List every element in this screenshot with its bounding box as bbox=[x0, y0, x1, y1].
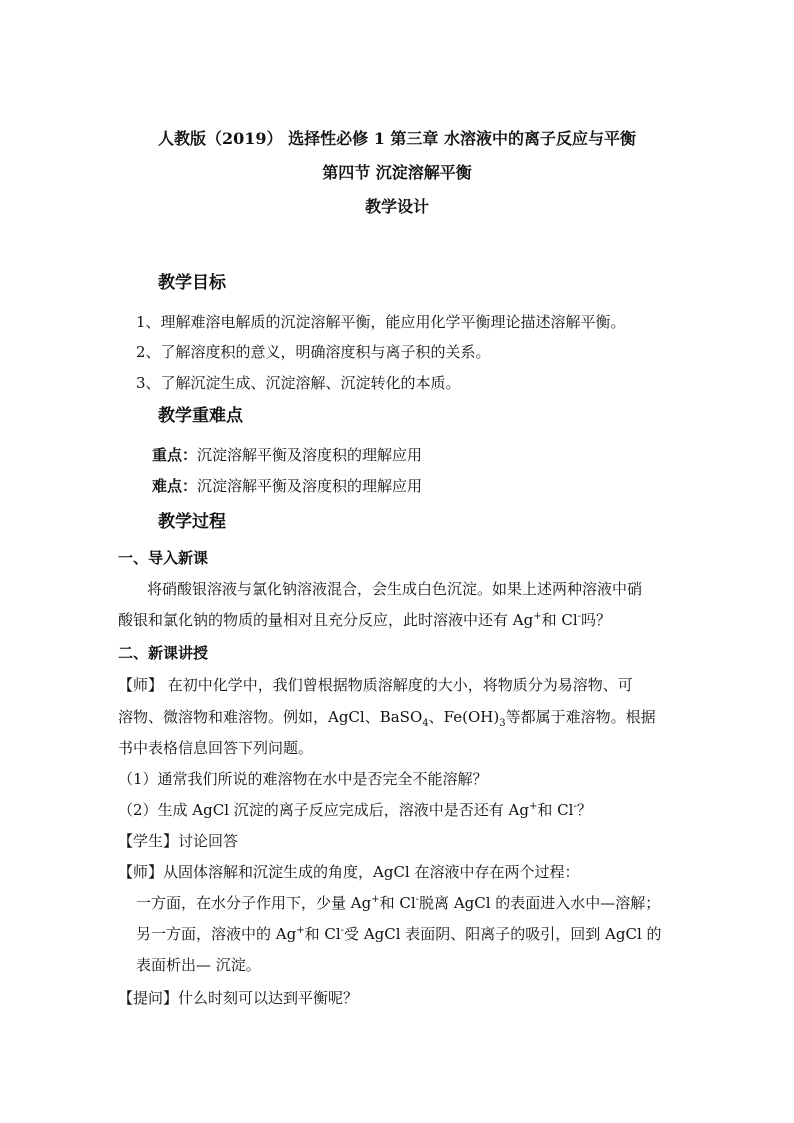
question-line bbox=[118, 991, 358, 1006]
intro-line-2-text-b: 和 Cl bbox=[541, 611, 578, 629]
objective-item-3: 3、了解沉淀生成、沉淀溶解、沉淀转化的本质。 bbox=[136, 374, 461, 392]
teacher-line-1 bbox=[118, 678, 633, 693]
teacher-line-2-text-b: 、Fe(OH) bbox=[428, 708, 500, 726]
part2-title: 二、新课讲授 bbox=[118, 644, 209, 662]
process-heading: 教学过程 bbox=[158, 512, 226, 532]
question-2-text-c: ？ bbox=[576, 801, 592, 819]
speaker-tag: 【学生】 bbox=[118, 832, 179, 850]
superscript: - bbox=[415, 894, 420, 905]
process-line-3: 表面析出— 沉淀。 bbox=[136, 956, 261, 974]
superscript: + bbox=[529, 801, 538, 812]
teacher-line-2-text-a: 溶物、微溶物和难溶物。例如，AgCl、BaSO bbox=[118, 708, 423, 726]
superscript: + bbox=[533, 611, 542, 622]
subscript: 4 bbox=[422, 718, 429, 729]
intro-line-2-text-a: 酸银和氯化钠的物质的量相对且充分反应，此时溶液中还有 Ag bbox=[118, 611, 534, 629]
superscript: + bbox=[371, 894, 380, 905]
question-2-text-b: 和 Cl bbox=[537, 801, 574, 819]
objective-item-1: 1、理解难溶电解质的沉淀溶解平衡，能应用化学平衡理论描述溶解平衡。 bbox=[136, 313, 626, 331]
difficult-point-label: 难点： bbox=[152, 477, 198, 495]
intro-line-1: 将硝酸银溶液与氯化钠溶液混合，会生成白色沉淀。如果上述两种溶液中硝 bbox=[147, 580, 643, 598]
speaker-tag: 【师】 bbox=[118, 676, 164, 694]
process-line-2-text-c: 受 AgCl 表面阴、阳离子的吸引，回到 AgCl 的 bbox=[344, 925, 662, 943]
process-line-1 bbox=[136, 896, 660, 911]
doc-title-line3: 教学设计 bbox=[364, 197, 429, 216]
key-point-text: 沉淀溶解平衡及溶度积的理解应用 bbox=[197, 446, 423, 464]
teacher-line-4-text: 从固体溶解和沉淀生成的角度，AgCl 在溶液中存在两个过程： bbox=[163, 863, 580, 881]
process-line-1-text-b: 和 Cl bbox=[379, 894, 416, 912]
keypoints-heading: 教学重难点 bbox=[158, 406, 243, 426]
teacher-line-1-text: 在初中化学中，我们曾根据物质溶解度的大小，将物质分为易溶物、可 bbox=[163, 676, 633, 694]
objective-item-2: 2、了解溶度积的意义，明确溶度积与离子积的关系。 bbox=[136, 343, 491, 361]
superscript: + bbox=[296, 925, 305, 936]
speaker-tag: 【师】 bbox=[118, 863, 164, 881]
question-1: （1）通常我们所说的难溶物在水中是否完全不能溶解？ bbox=[118, 770, 488, 788]
process-line-1-text-c: 脱离 AgCl 的表面进入水中—溶解； bbox=[419, 894, 661, 912]
doc-title-line2: 第四节 沉淀溶解平衡 bbox=[322, 163, 472, 182]
teacher-line-2-text-c: 等都属于难溶物。根据 bbox=[505, 708, 656, 726]
student-line-text: 讨论回答 bbox=[178, 832, 239, 850]
process-line-2-text-a: 另一方面，溶液中的 Ag bbox=[136, 925, 297, 943]
superscript: - bbox=[577, 611, 582, 622]
intro-line-2-text-c: 吗？ bbox=[581, 611, 612, 629]
intro-line-2 bbox=[118, 613, 611, 628]
speaker-tag: 【提问】 bbox=[118, 989, 179, 1007]
subscript: 3 bbox=[499, 718, 506, 729]
doc-title-line1: 人教版（2019） 选择性必修 1 第三章 水溶液中的离子反应与平衡 bbox=[158, 129, 636, 148]
objectives-heading: 教学目标 bbox=[158, 273, 226, 293]
student-line bbox=[118, 834, 238, 849]
difficult-point bbox=[152, 479, 422, 494]
part1-title: 一、导入新课 bbox=[118, 549, 209, 567]
superscript: - bbox=[340, 925, 345, 936]
question-2-text-a: （2）生成 AgCl 沉淀的离子反应完成后，溶液中是否还有 Ag bbox=[118, 801, 529, 819]
process-line-2-text-b: 和 Cl bbox=[304, 925, 341, 943]
process-line-2 bbox=[136, 927, 662, 942]
teacher-line-4 bbox=[118, 865, 580, 880]
difficult-point-text: 沉淀溶解平衡及溶度积的理解应用 bbox=[197, 477, 423, 495]
superscript: - bbox=[573, 801, 577, 812]
question-line-text: 什么时刻可以达到平衡呢？ bbox=[178, 989, 359, 1007]
question-2 bbox=[118, 803, 592, 818]
key-point bbox=[152, 448, 422, 463]
process-line-1-text-a: 一方面，在水分子作用下，少量 Ag bbox=[136, 894, 372, 912]
teacher-line-2 bbox=[118, 708, 656, 729]
teacher-line-3: 书中表格信息回答下列问题。 bbox=[118, 739, 314, 757]
key-point-label: 重点： bbox=[152, 446, 198, 464]
